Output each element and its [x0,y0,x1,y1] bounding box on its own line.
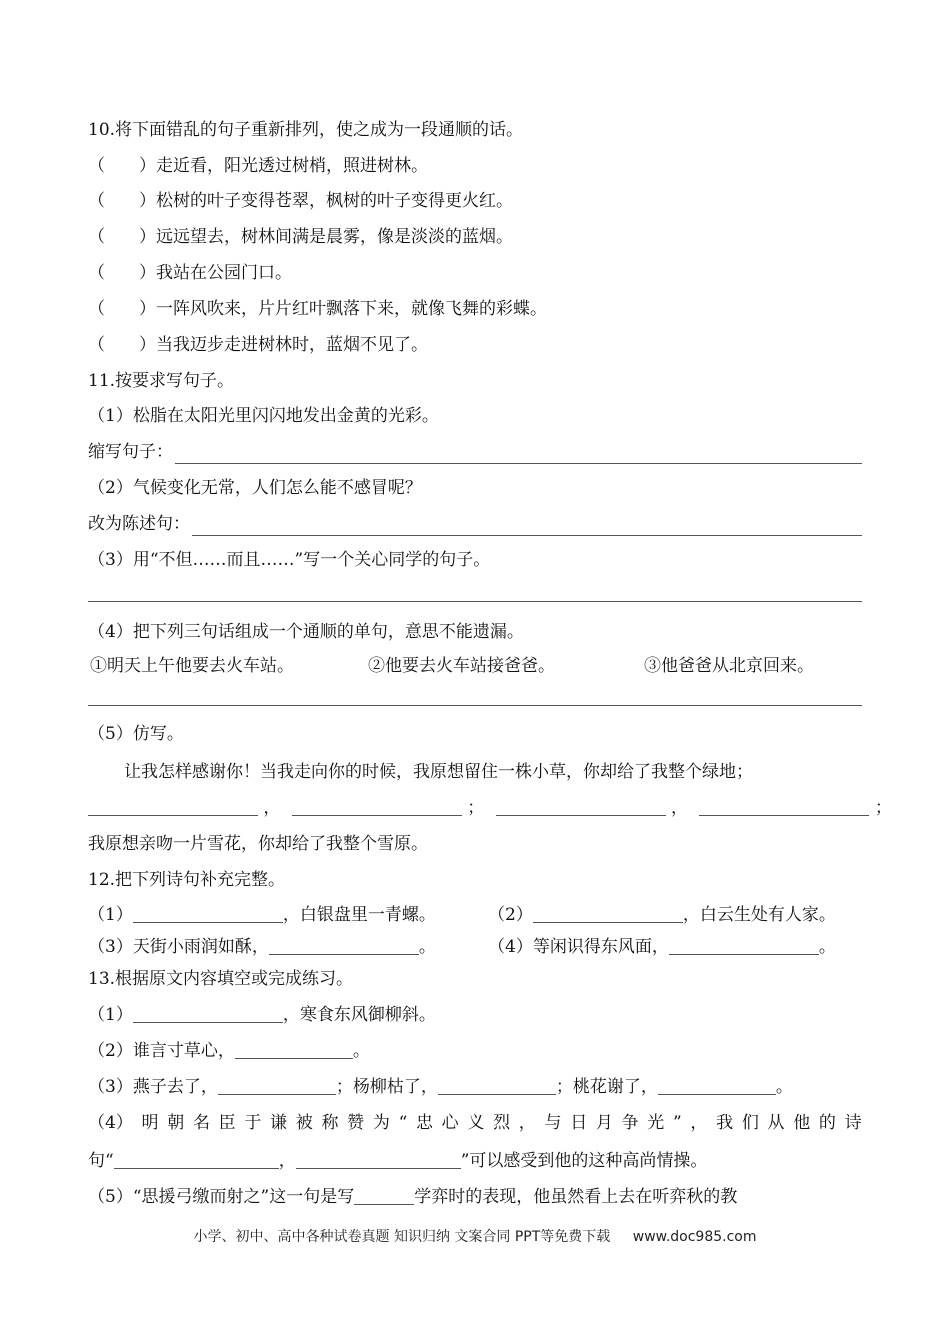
char: 被 [295,1113,313,1133]
comma: ， [263,798,281,818]
q12-p4-tail: 。 [818,937,836,957]
q11-s1-answer[interactable] [88,440,862,464]
char: “ [398,1113,408,1133]
q12-poem-3 [88,935,436,959]
char: ” [673,1113,682,1133]
blank[interactable] [218,1076,336,1095]
q11-title: 11.按要求写句子。 [88,371,235,391]
char: 赞 [347,1113,365,1133]
q12-poem-4 [488,935,836,959]
num: （2） [488,905,533,925]
q12-p1-tail: ，白银盘里一青螺。 [282,905,436,925]
blank[interactable] [88,797,258,816]
q13-l5-head: （5）“思援弓缴而射之”这一句是写 [88,1187,355,1207]
char: 忠 [415,1113,433,1133]
footer-text: 小学、初中、高中各种试卷真题 知识归纳 文案合同 PPT等免费下载 [193,1229,611,1245]
q11-s3: （3）用“不但……而且……”写一个关心同学的句子。 [88,550,491,570]
q13-l4b-head: 句“ [88,1151,114,1171]
q12-p3-head: （3）天街小雨润如酥， [88,937,269,957]
q13-l2 [88,1039,862,1063]
q13-l4 [88,1111,862,1135]
blank[interactable] [438,1076,556,1095]
q12-poem-2 [488,903,836,927]
blank[interactable] [699,797,869,816]
char: 心 [441,1113,459,1133]
blank[interactable] [669,936,819,955]
char: 的 [818,1113,836,1133]
num: （1） [88,905,133,925]
q12-p3-tail: 。 [418,937,436,957]
char: 称 [321,1113,339,1133]
comma: ， [278,1151,296,1171]
blank[interactable] [292,797,462,816]
q13-l3-d: 。 [775,1077,793,1097]
char: ， [518,1113,536,1133]
q13-l3-c: ；桃花谢了， [555,1077,658,1097]
char: 于 [244,1113,262,1133]
q12-p4-head: （4）等闲识得东风面， [488,937,669,957]
comma: ， [671,798,689,818]
char: 为 [372,1113,390,1133]
q11-s4-c: ③他爸爸从北京回来。 [644,656,814,676]
q13-l4b-tail: ”可以感受到他的这种高尚情操。 [460,1151,708,1171]
q13-l1 [88,1003,862,1027]
answer-line[interactable] [175,445,862,464]
q11-s4-a: ①明天上午他要去火车站。 [90,656,294,676]
q10-item-6: （ ）当我迈步走进树林时，蓝烟不见了。 [88,335,428,355]
blank[interactable] [133,904,283,923]
footer-url[interactable]: www.doc985.com [632,1229,757,1245]
blank[interactable] [496,797,666,816]
q11-s3-answer-line[interactable] [88,601,862,602]
q11-s1-label: 缩写句子： [88,442,173,462]
char: 月 [595,1113,613,1133]
num: （1） [88,1005,133,1025]
q10-item-3: （ ）远远望去，树林间满是晨雾，像是淡淡的蓝烟。 [88,227,513,247]
char: 名 [192,1113,210,1133]
blank[interactable] [533,904,683,923]
char: 与 [544,1113,562,1133]
q11-s4-b: ②他要去火车站接爸爸。 [368,656,555,676]
blank[interactable] [269,936,419,955]
q13-l1-tail: ，寒食东风御柳斜。 [282,1005,436,1025]
q10-item-4: （ ）我站在公园门口。 [88,263,292,283]
char: 从 [767,1113,785,1133]
blank[interactable] [296,1150,461,1169]
char: 我 [716,1113,734,1133]
q13-l2-tail: 。 [352,1041,370,1061]
q10-title: 10.将下面错乱的句子重新排列，使之成为一段通顺的话。 [88,120,524,140]
q11-s5-text: 让我怎样感谢你！当我走向你的时候，我原想留住一株小草，你却给了我整个绿地； [124,762,753,782]
blank[interactable] [658,1076,776,1095]
q13-l5 [88,1185,862,1209]
char: 烈 [493,1113,511,1133]
q13-l3-b: ；杨柳枯了， [335,1077,438,1097]
char: 明 [141,1113,159,1133]
semicolon: ； [874,798,892,818]
q13-l4b [88,1149,862,1173]
q13-title: 13.根据原文内容填空或完成练习。 [88,969,354,989]
answer-line[interactable] [192,517,862,536]
blank[interactable] [114,1150,279,1169]
q13-l2-head: （2）谁言寸草心， [88,1041,235,1061]
char: 义 [467,1113,485,1133]
char: 他 [793,1113,811,1133]
q11-s5-blanks [88,796,892,820]
char: 日 [570,1113,588,1133]
q11-s2: （2）气候变化无常，人们怎么能不感冒呢？ [88,478,422,498]
q10-item-2: （ ）松树的叶子变得苍翠，枫树的叶子变得更火红。 [88,191,513,211]
blank[interactable] [235,1040,353,1059]
q13-l5-tail: 学弈时的表现，他虽然看上去在听弈秋的教 [414,1187,738,1207]
q11-s5: （5）仿写。 [88,724,184,744]
q10-item-5: （ ）一阵风吹来，片片红叶飘落下来，就像飞舞的彩蝶。 [88,299,547,319]
q12-title: 12.把下列诗句补充完整。 [88,870,286,890]
q10-item-1: （ ）走近看，阳光透过树梢，照进树林。 [88,156,428,176]
page-footer [0,1226,950,1246]
char: 诗 [844,1113,862,1133]
q11-s4: （4）把下列三句话组成一个通顺的单句，意思不能遗漏。 [88,622,524,642]
char: 朝 [167,1113,185,1133]
q11-s5-end: 我原想亲吻一片雪花，你却给了我整个雪原。 [88,834,428,854]
char: （4） [88,1113,133,1133]
q13-l3-a: （3）燕子去了， [88,1077,218,1097]
q11-s1: （1）松脂在太阳光里闪闪地发出金黄的光彩。 [88,406,439,426]
char: ， [690,1113,708,1133]
q11-s2-label: 改为陈述句： [88,514,190,534]
q12-poem-1 [88,903,436,927]
q11-s2-answer[interactable] [88,512,862,536]
blank[interactable] [354,1186,414,1205]
semicolon: ； [467,798,485,818]
q13-l3 [88,1075,862,1099]
char: 谦 [270,1113,288,1133]
char: 们 [741,1113,759,1133]
blank[interactable] [133,1004,283,1023]
char: 臣 [218,1113,236,1133]
q11-s4-answer-line[interactable] [88,705,862,706]
char: 争 [621,1113,639,1133]
q12-p2-tail: ，白云生处有人家。 [682,905,836,925]
char: 光 [647,1113,665,1133]
